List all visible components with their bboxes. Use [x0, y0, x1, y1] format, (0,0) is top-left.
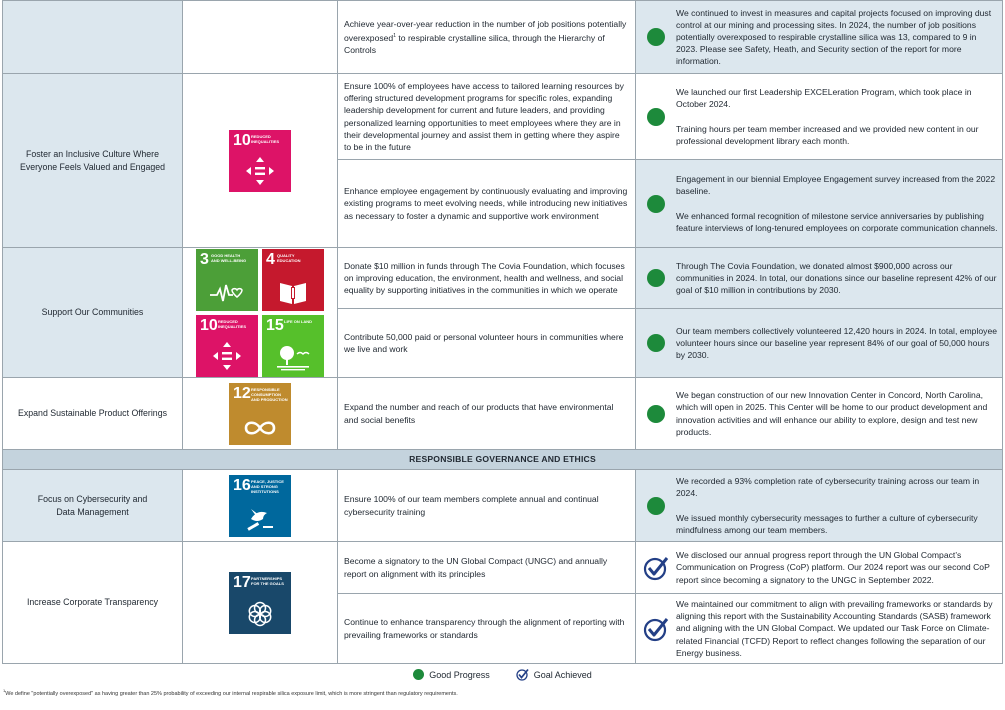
progress-cell [636, 470, 1003, 542]
reduced-inequalities-icon [245, 156, 275, 186]
good-progress-icon [647, 497, 665, 515]
progress-text: We disclosed our annual progress report through the UN Global Compact’s Communication on Progress (CoP) platform. Our 2024 report was our second CoP report since becoming a signatory to the UNGC in September 2022. [676, 550, 990, 585]
theme-cell [3, 378, 183, 450]
theme-cell [3, 542, 183, 664]
good-progress-icon [647, 108, 665, 126]
sdg-cell [183, 378, 338, 450]
footnote-text: We define "potentially overexposed" as having greater than 25% probability of exceeding our internal respirable silica exposure limit, which is more stringent than regulatory requirements. [5, 690, 458, 697]
sdg15-tile [262, 315, 324, 377]
progress-paragraph: Training hours per team member increased and we provided new content in our professional development library each month. [676, 123, 979, 146]
progress-cell [636, 594, 1003, 664]
progress-paragraph: We recorded a 93% completion rate of cybersecurity training across our team in 2024. [676, 476, 980, 499]
progress-paragraph: We enhanced formal recognition of milestone service anniversaries by publishing feature interviews of long-tenured employees on corporate communication channels. [676, 210, 998, 233]
good-progress-icon [647, 405, 665, 423]
progress-text [676, 173, 1002, 233]
sdg10-tile [196, 315, 258, 377]
sdg-number: 10 [200, 316, 218, 334]
legend-label: Good Progress [429, 669, 490, 680]
progress-text: We continued to invest in measures and capital projects focused on improving dust control at our mining and processing sites. In 2024, the number of job positions potentially overexposed to respirable crystalline silica was 13, compared to 9 in 2023. Please see Safety, Heath, and Security section of the report for more information. [676, 7, 992, 67]
sdg-cell [183, 470, 338, 542]
sdg-label: RESPONSIBLE CONSUMPTION AND PRODUCTION [251, 386, 288, 402]
tree-bird-icon [275, 343, 311, 371]
good-progress-icon [647, 195, 665, 213]
sdg3-tile [196, 249, 258, 311]
progress-paragraph: We issued monthly cybersecurity messages to further a culture of cybersecurity mindfulness among our team members. [676, 512, 978, 535]
goal-achieved-icon [643, 616, 669, 642]
sdg-cell [183, 248, 338, 378]
goal-text: Contribute 50,000 paid or personal volunteer hours in communities where we live and work [344, 331, 624, 354]
goal-cell [338, 594, 636, 664]
sdg-number: 17 [233, 573, 251, 591]
goal-text: Ensure 100% of our team members complete annual and continual cybersecurity training [344, 494, 599, 517]
theme-cell [3, 1, 183, 74]
progress-cell [636, 74, 1003, 160]
footnote-marker: 1 [393, 33, 396, 40]
progress-cell [636, 248, 1003, 309]
footnote [3, 688, 458, 697]
progress-text: Through The Covia Foundation, we donated almost $900,000 across our communities in 2024. In total, our donations since our baseline represent 42% of our goal of $10 million in contributions by 2030. [676, 260, 997, 296]
progress-cell [636, 378, 1003, 450]
theme-label: Support Our Communities [41, 307, 144, 318]
goal-cell [338, 542, 636, 594]
progress-cell [636, 542, 1003, 594]
progress-text: Our team members collectively volunteered 12,420 hours in 2024. In total, employee volunteer hours since our baseline year represent 84% of our goal of 50,000 hours by 2030. [676, 325, 998, 361]
sdg4-tile [262, 249, 324, 311]
goal-text: Continue to enhance transparency through the alignment of reporting with prevailing frameworks or standards [344, 617, 625, 640]
progress-cell [636, 160, 1003, 248]
legend-item-good-progress [413, 669, 490, 680]
sdg-label: REDUCED INEQUALITIES [251, 133, 280, 144]
progress-text [676, 86, 1002, 146]
goal-cell [338, 1, 636, 74]
progress-text: We maintained our commitment to align with prevailing frameworks or standards by aligning this report with the Sustainability Accounting Standards (SASB) framework and aligning with the UN Global Compact. We updated our Task Force on Climate-related Financial (TCFD) Report to reflect changes following the separation of our Energy business. [676, 599, 993, 658]
sdg-label: PARTNERSHIPS FOR THE GOALS [251, 575, 284, 586]
progress-text: We began construction of our new Innovation Center in Concord, North Carolina, which will open in 2025. This Center will be home to our product development and innovation activities and will enhance our ability to explore, design and test new products. [676, 390, 988, 437]
sdg-label: QUALITY EDUCATION [277, 252, 301, 263]
goal-text: Enhance employee engagement by continuously evaluating and improving existing programs to meet evolving needs, while introducing new initiatives as necessary to foster a dynamic and supportive work environment [344, 186, 628, 221]
theme-label: Expand Sustainable Product Offerings [18, 408, 167, 419]
footnote-marker: 1 [3, 688, 6, 693]
sdg-cell [183, 74, 338, 248]
sdg-number: 10 [233, 131, 251, 149]
partnership-flower-icon [246, 600, 274, 628]
infinity-icon [243, 417, 277, 439]
goal-text: Become a signatory to the UN Global Compact (UNGC) and annually report on alignment with its principles [344, 556, 608, 579]
sdg-label: REDUCED INEQUALITIES [218, 318, 247, 329]
theme-cell [3, 74, 183, 248]
goal-cell [338, 74, 636, 160]
goal-text: Achieve year-over-year reduction in the number of job positions potentially overexposed [344, 18, 627, 43]
theme-label: Foster an Inclusive Culture Where Everyone Feels Valued and Engaged [19, 149, 166, 172]
theme-cell [3, 248, 183, 378]
theme-label: Increase Corporate Transparency [26, 597, 159, 608]
goal-cell [338, 160, 636, 248]
heartbeat-icon [209, 281, 245, 305]
progress-cell [636, 309, 1003, 378]
progress-paragraph: We launched our first Leadership EXCELeration Program, which took place in October 2024. [676, 87, 972, 110]
progress-paragraph: Engagement in our biennial Employee Engagement survey increased from the 2022 baseline. [676, 174, 996, 197]
progress-text [676, 475, 1002, 535]
goal-achieved-icon [516, 668, 529, 681]
table-row [3, 542, 1003, 594]
goal-cell [338, 470, 636, 542]
sdg-label: LIFE ON LAND [284, 318, 312, 324]
table-row [3, 378, 1003, 450]
legend [0, 668, 1005, 681]
section-header-row [3, 450, 1003, 470]
sdg-number: 12 [233, 384, 251, 402]
good-progress-icon [647, 269, 665, 287]
progress-cell [636, 1, 1003, 74]
sdg12-tile [229, 383, 291, 445]
sdg17-tile [229, 572, 291, 634]
reduced-inequalities-icon [212, 341, 242, 371]
goals-table [2, 0, 1003, 664]
goal-text: Donate $10 million in funds through The Covia Foundation, which focuses on improving education, the environment, health and wellness, and social equality by supporting initiatives in the communities in which we operate [344, 260, 625, 296]
goal-cell [338, 309, 636, 378]
goal-cell [338, 248, 636, 309]
goal-text: Expand the number and reach of our products that have environmental and social benefits [344, 402, 614, 425]
sdg-number: 16 [233, 476, 251, 494]
sdg-label: GOOD HEALTH AND WELL-BEING [211, 252, 247, 263]
table-row [3, 470, 1003, 542]
goal-text: Ensure 100% of employees have access to tailored learning resources by offering structured development programs for specific roles, expanding leadership development for current and future leaders, and providing personalized learning opportunities to meet employees where they are in their developmental journey and assist them in getting where they aspire to be in the future [344, 81, 624, 152]
sdg-number: 4 [266, 250, 275, 268]
sdg-cell [183, 542, 338, 664]
sdg-number: 15 [266, 316, 284, 334]
goal-achieved-icon [643, 555, 669, 581]
table-row [3, 74, 1003, 160]
legend-label: Goal Achieved [533, 669, 592, 680]
theme-cell [3, 470, 183, 542]
dove-gavel-icon [243, 505, 277, 531]
sdg16-tile [229, 475, 291, 537]
book-icon [278, 279, 308, 305]
goal-cell [338, 378, 636, 450]
sdg-cell [183, 1, 338, 74]
table-row [3, 248, 1003, 309]
good-progress-icon [647, 334, 665, 352]
sdg10-tile [229, 130, 291, 192]
section-title: RESPONSIBLE GOVERNANCE AND ETHICS [3, 450, 1003, 470]
sdg-number: 3 [200, 250, 209, 268]
table-row [3, 1, 1003, 74]
good-progress-icon [647, 28, 665, 46]
legend-item-goal-achieved [516, 668, 592, 681]
goal-text: to respirable crystalline silica, through the Hierarchy of Controls [344, 32, 605, 55]
good-progress-icon [413, 669, 424, 680]
theme-label: Focus on Cybersecurity and Data Management [37, 494, 148, 517]
sdg-label: PEACE, JUSTICE AND STRONG INSTITUTIONS [251, 478, 284, 494]
